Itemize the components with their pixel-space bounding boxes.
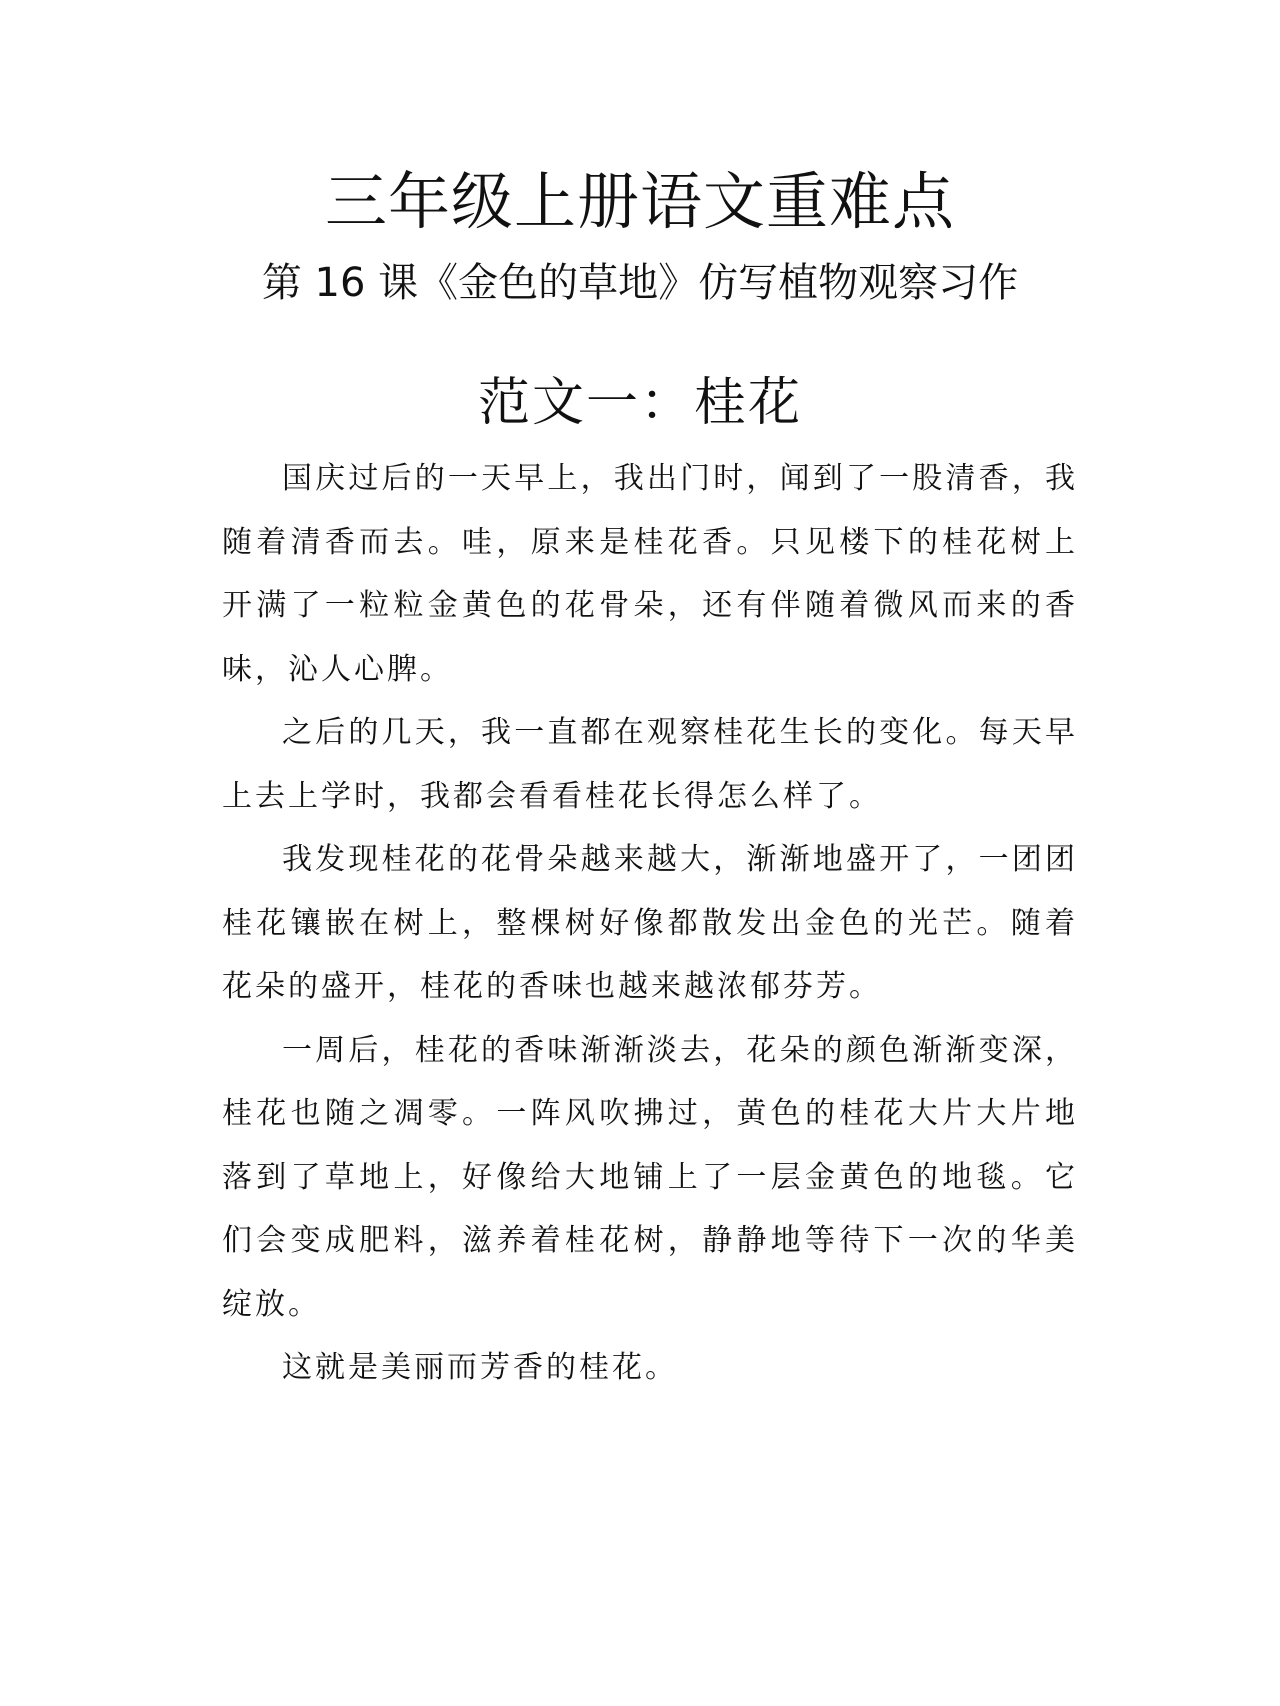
main-title: 三年级上册语文重难点 [324,165,955,238]
essay-paragraph: 这就是美丽而芳香的桂花。 [282,1350,678,1385]
essay-paragraph: 一周后，桂花的香味渐渐淡去，花朵的颜色渐渐变深，桂花也随之凋零。一阵风吹拂过，黄色的桂花大片大片地落到了草地上，好像给大地铺上了一层金黄色的地毯。它们会变成肥料，滋养着桂花树，静静地等待下一次的华美绽放。 [222,1032,1078,1322]
essay-paragraph: 之后的几天，我一直都在观察桂花生长的变化。每天早上去上学时，我都会看看桂花长得怎么样了。 [222,715,1078,814]
sub-title: 第 16 课《金色的草地》仿写植物观察习作 [261,260,1019,306]
essay-body [222,447,1078,1400]
essay-title: 范文一：桂花 [477,373,802,433]
essay-paragraph: 国庆过后的一天早上，我出门时，闻到了一股清香，我随着清香而去。哇，原来是桂花香。只见楼下的桂花树上开满了一粒粒金黄色的花骨朵，还有伴随着微风而来的香味，沁人心脾。 [222,461,1078,687]
essay-paragraph: 我发现桂花的花骨朵越来越大，渐渐地盛开了，一团团桂花镶嵌在树上，整棵树好像都散发出金色的光芒。随着花朵的盛开，桂花的香味也越来越浓郁芬芳。 [222,842,1078,1004]
